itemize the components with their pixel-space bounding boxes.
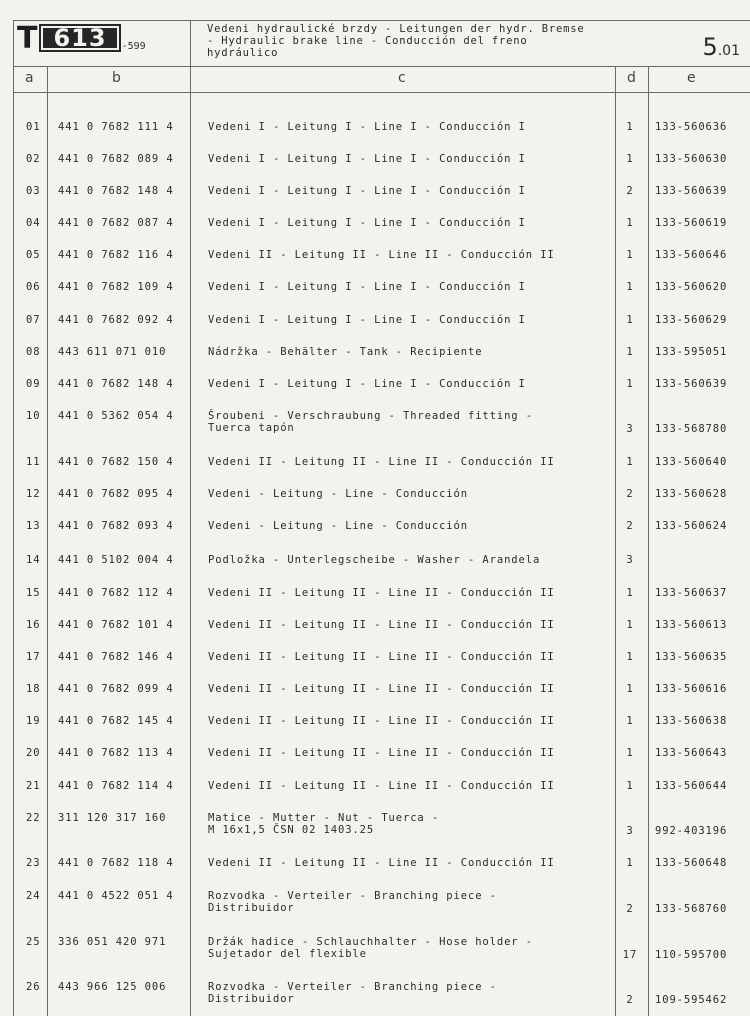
cell-a: 15	[26, 587, 41, 599]
cell-b: 441 0 7682 087 4	[58, 217, 174, 229]
cell-e: 133-560640	[655, 456, 728, 468]
logo-letter: T	[17, 21, 37, 56]
cell-e: 133-560619	[655, 217, 728, 229]
cell-c: Vedeni - Leitung - Line - Conducción	[208, 520, 468, 532]
cell-a: 02	[26, 153, 41, 165]
cell-b: 441 0 4522 051 4	[58, 890, 174, 902]
cell-b: 311 120 317 160	[58, 812, 167, 824]
cell-a: 12	[26, 488, 41, 500]
cell-c: Vedeni II - Leitung II - Line II - Conducción II	[208, 456, 555, 468]
cell-a: 01	[26, 121, 41, 133]
cell-d: 1	[626, 314, 634, 326]
cell-b: 441 0 7682 150 4	[58, 456, 174, 468]
cell-b: 441 0 7682 095 4	[58, 488, 174, 500]
cell-c: Rozvodka - Verteiler - Branching piece - Distribuidor	[208, 981, 497, 1005]
cell-e: 133-560616	[655, 683, 728, 695]
cell-e: 133-560637	[655, 587, 728, 599]
cell-b: 441 0 7682 109 4	[58, 281, 174, 293]
cell-b: 441 0 5362 054 4	[58, 410, 174, 422]
cell-b: 441 0 7682 145 4	[58, 715, 174, 727]
cell-d: 3	[626, 554, 634, 566]
cell-e: 133-560646	[655, 249, 728, 261]
cell-c: Vedeni II - Leitung II - Line II - Conducción II	[208, 587, 555, 599]
cell-d: 1	[626, 747, 634, 759]
cell-d: 2	[626, 994, 634, 1006]
column-header-divider	[13, 92, 750, 93]
cell-b: 441 0 7682 113 4	[58, 747, 174, 759]
cell-e: 133-560648	[655, 857, 728, 869]
cell-b: 441 0 7682 101 4	[58, 619, 174, 631]
cell-c: Rozvodka - Verteiler - Branching piece - Distribuidor	[208, 890, 497, 914]
cell-b: 441 0 5102 004 4	[58, 554, 174, 566]
cell-a: 21	[26, 780, 41, 792]
cell-b: 441 0 7682 111 4	[58, 121, 174, 133]
cell-e: 109-595462	[655, 994, 728, 1006]
cell-a: 04	[26, 217, 41, 229]
cell-d: 1	[626, 857, 634, 869]
cell-c: Vedeni II - Leitung II - Line II - Conducción II	[208, 651, 555, 663]
cell-a: 09	[26, 378, 41, 390]
document-title: Vedeni hydraulické brzdy - Leitungen der hydr. Bremse - Hydraulic brake line - Conducción del freno hydráulico	[207, 23, 585, 59]
cell-a: 07	[26, 314, 41, 326]
cell-a: 22	[26, 812, 41, 824]
cell-b: 441 0 7682 146 4	[58, 651, 174, 663]
cell-b: 441 0 7682 099 4	[58, 683, 174, 695]
column-header-c: c	[398, 70, 406, 86]
cell-d: 1	[626, 281, 634, 293]
cell-d: 2	[626, 488, 634, 500]
cell-c: Vedeni I - Leitung I - Line I - Conducción I	[208, 217, 526, 229]
cell-c: Matice - Mutter - Nut - Tuerca - M 16x1,5 ČSN 02 1403.25	[208, 812, 440, 836]
page-number-sub: .01	[717, 43, 740, 59]
cell-e: 133-560628	[655, 488, 728, 500]
column-header-b: b	[112, 70, 121, 86]
cell-e: 133-560629	[655, 314, 728, 326]
cell-c: Vedeni - Leitung - Line - Conducción	[208, 488, 468, 500]
column-divider-a-b	[47, 66, 48, 1016]
cell-e: 133-568760	[655, 903, 728, 915]
cell-d: 1	[626, 456, 634, 468]
cell-a: 26	[26, 981, 41, 993]
cell-d: 1	[626, 780, 634, 792]
cell-a: 14	[26, 554, 41, 566]
cell-d: 1	[626, 587, 634, 599]
cell-c: Vedeni I - Leitung I - Line I - Conducción I	[208, 281, 526, 293]
cell-d: 2	[626, 520, 634, 532]
cell-d: 1	[626, 121, 634, 133]
cell-d: 1	[626, 715, 634, 727]
cell-d: 1	[626, 619, 634, 631]
cell-c: Vedeni II - Leitung II - Line II - Conducción II	[208, 780, 555, 792]
cell-e: 133-560643	[655, 747, 728, 759]
cell-c: Šroubeni - Verschraubung - Threaded fitting - Tuerca tapón	[208, 410, 533, 434]
cell-e: 992-403196	[655, 825, 728, 837]
logo-suffix: -599	[121, 41, 146, 52]
column-divider-c-d	[615, 66, 616, 1016]
cell-b: 441 0 7682 114 4	[58, 780, 174, 792]
cell-b: 441 0 7682 148 4	[58, 185, 174, 197]
cell-a: 06	[26, 281, 41, 293]
cell-a: 25	[26, 936, 41, 948]
cell-a: 05	[26, 249, 41, 261]
cell-d: 3	[626, 423, 634, 435]
column-header-a: a	[25, 70, 34, 86]
cell-d: 17	[622, 949, 638, 961]
cell-d: 3	[626, 825, 634, 837]
cell-b: 441 0 7682 148 4	[58, 378, 174, 390]
cell-e: 133-560644	[655, 780, 728, 792]
cell-c: Nádržka - Behälter - Tank - Recipiente	[208, 346, 483, 358]
cell-a: 03	[26, 185, 41, 197]
cell-d: 1	[626, 346, 634, 358]
page-number	[702, 33, 740, 61]
cell-c: Držák hadice - Schlauchhalter - Hose holder - Sujetador del flexible	[208, 936, 533, 960]
cell-c: Vedeni II - Leitung II - Line II - Conducción II	[208, 715, 555, 727]
cell-a: 17	[26, 651, 41, 663]
column-divider-b-c	[190, 20, 191, 1016]
cell-c: Vedeni I - Leitung I - Line I - Conducción I	[208, 185, 526, 197]
cell-d: 2	[626, 185, 634, 197]
column-divider-d-e	[648, 66, 649, 1016]
cell-e: 133-560638	[655, 715, 728, 727]
cell-c: Podložka - Unterlegscheibe - Washer - Arandela	[208, 554, 541, 566]
header-divider	[13, 66, 750, 67]
cell-c: Vedeni II - Leitung II - Line II - Conducción II	[208, 747, 555, 759]
cell-a: 18	[26, 683, 41, 695]
cell-a: 16	[26, 619, 41, 631]
cell-a: 11	[26, 456, 41, 468]
cell-e: 133-560636	[655, 121, 728, 133]
cell-b: 441 0 7682 093 4	[58, 520, 174, 532]
cell-c: Vedeni II - Leitung II - Line II - Conducción II	[208, 683, 555, 695]
cell-d: 1	[626, 249, 634, 261]
cell-c: Vedeni I - Leitung I - Line I - Conducción I	[208, 153, 526, 165]
cell-b: 443 611 071 010	[58, 346, 167, 358]
column-header-d: d	[627, 70, 636, 86]
cell-c: Vedeni I - Leitung I - Line I - Conducción I	[208, 378, 526, 390]
cell-c: Vedeni II - Leitung II - Line II - Conducción II	[208, 857, 555, 869]
cell-c: Vedeni II - Leitung II - Line II - Conducción II	[208, 619, 555, 631]
document-header	[13, 20, 750, 66]
cell-e: 133-560635	[655, 651, 728, 663]
cell-a: 20	[26, 747, 41, 759]
cell-e: 133-560620	[655, 281, 728, 293]
cell-e: 133-568780	[655, 423, 728, 435]
cell-c: Vedeni I - Leitung I - Line I - Conducción I	[208, 121, 526, 133]
cell-a: 19	[26, 715, 41, 727]
cell-e: 110-595700	[655, 949, 728, 961]
cell-e: 133-560613	[655, 619, 728, 631]
cell-b: 441 0 7682 089 4	[58, 153, 174, 165]
cell-c: Vedeni II - Leitung II - Line II - Conducción II	[208, 249, 555, 261]
cell-d: 1	[626, 153, 634, 165]
cell-d: 2	[626, 903, 634, 915]
cell-e: 133-560630	[655, 153, 728, 165]
cell-e: 133-560639	[655, 185, 728, 197]
cell-d: 1	[626, 217, 634, 229]
cell-d: 1	[626, 683, 634, 695]
cell-a: 23	[26, 857, 41, 869]
logo-model: 613	[39, 24, 120, 52]
cell-d: 1	[626, 651, 634, 663]
cell-c: Vedeni I - Leitung I - Line I - Conducción I	[208, 314, 526, 326]
cell-d: 1	[626, 378, 634, 390]
cell-e: 133-560639	[655, 378, 728, 390]
cell-a: 13	[26, 520, 41, 532]
cell-b: 441 0 7682 092 4	[58, 314, 174, 326]
cell-b: 441 0 7682 118 4	[58, 857, 174, 869]
cell-b: 441 0 7682 116 4	[58, 249, 174, 261]
cell-b: 441 0 7682 112 4	[58, 587, 174, 599]
page-number-main: 5	[702, 33, 718, 61]
cell-a: 24	[26, 890, 41, 902]
cell-b: 336 051 420 971	[58, 936, 167, 948]
cell-e: 133-595051	[655, 346, 728, 358]
column-header-e: e	[687, 70, 696, 86]
tatra-logo	[17, 21, 146, 56]
cell-e: 133-560624	[655, 520, 728, 532]
cell-b: 443 966 125 006	[58, 981, 167, 993]
cell-a: 10	[26, 410, 41, 422]
cell-a: 08	[26, 346, 41, 358]
border-left	[13, 20, 14, 1016]
